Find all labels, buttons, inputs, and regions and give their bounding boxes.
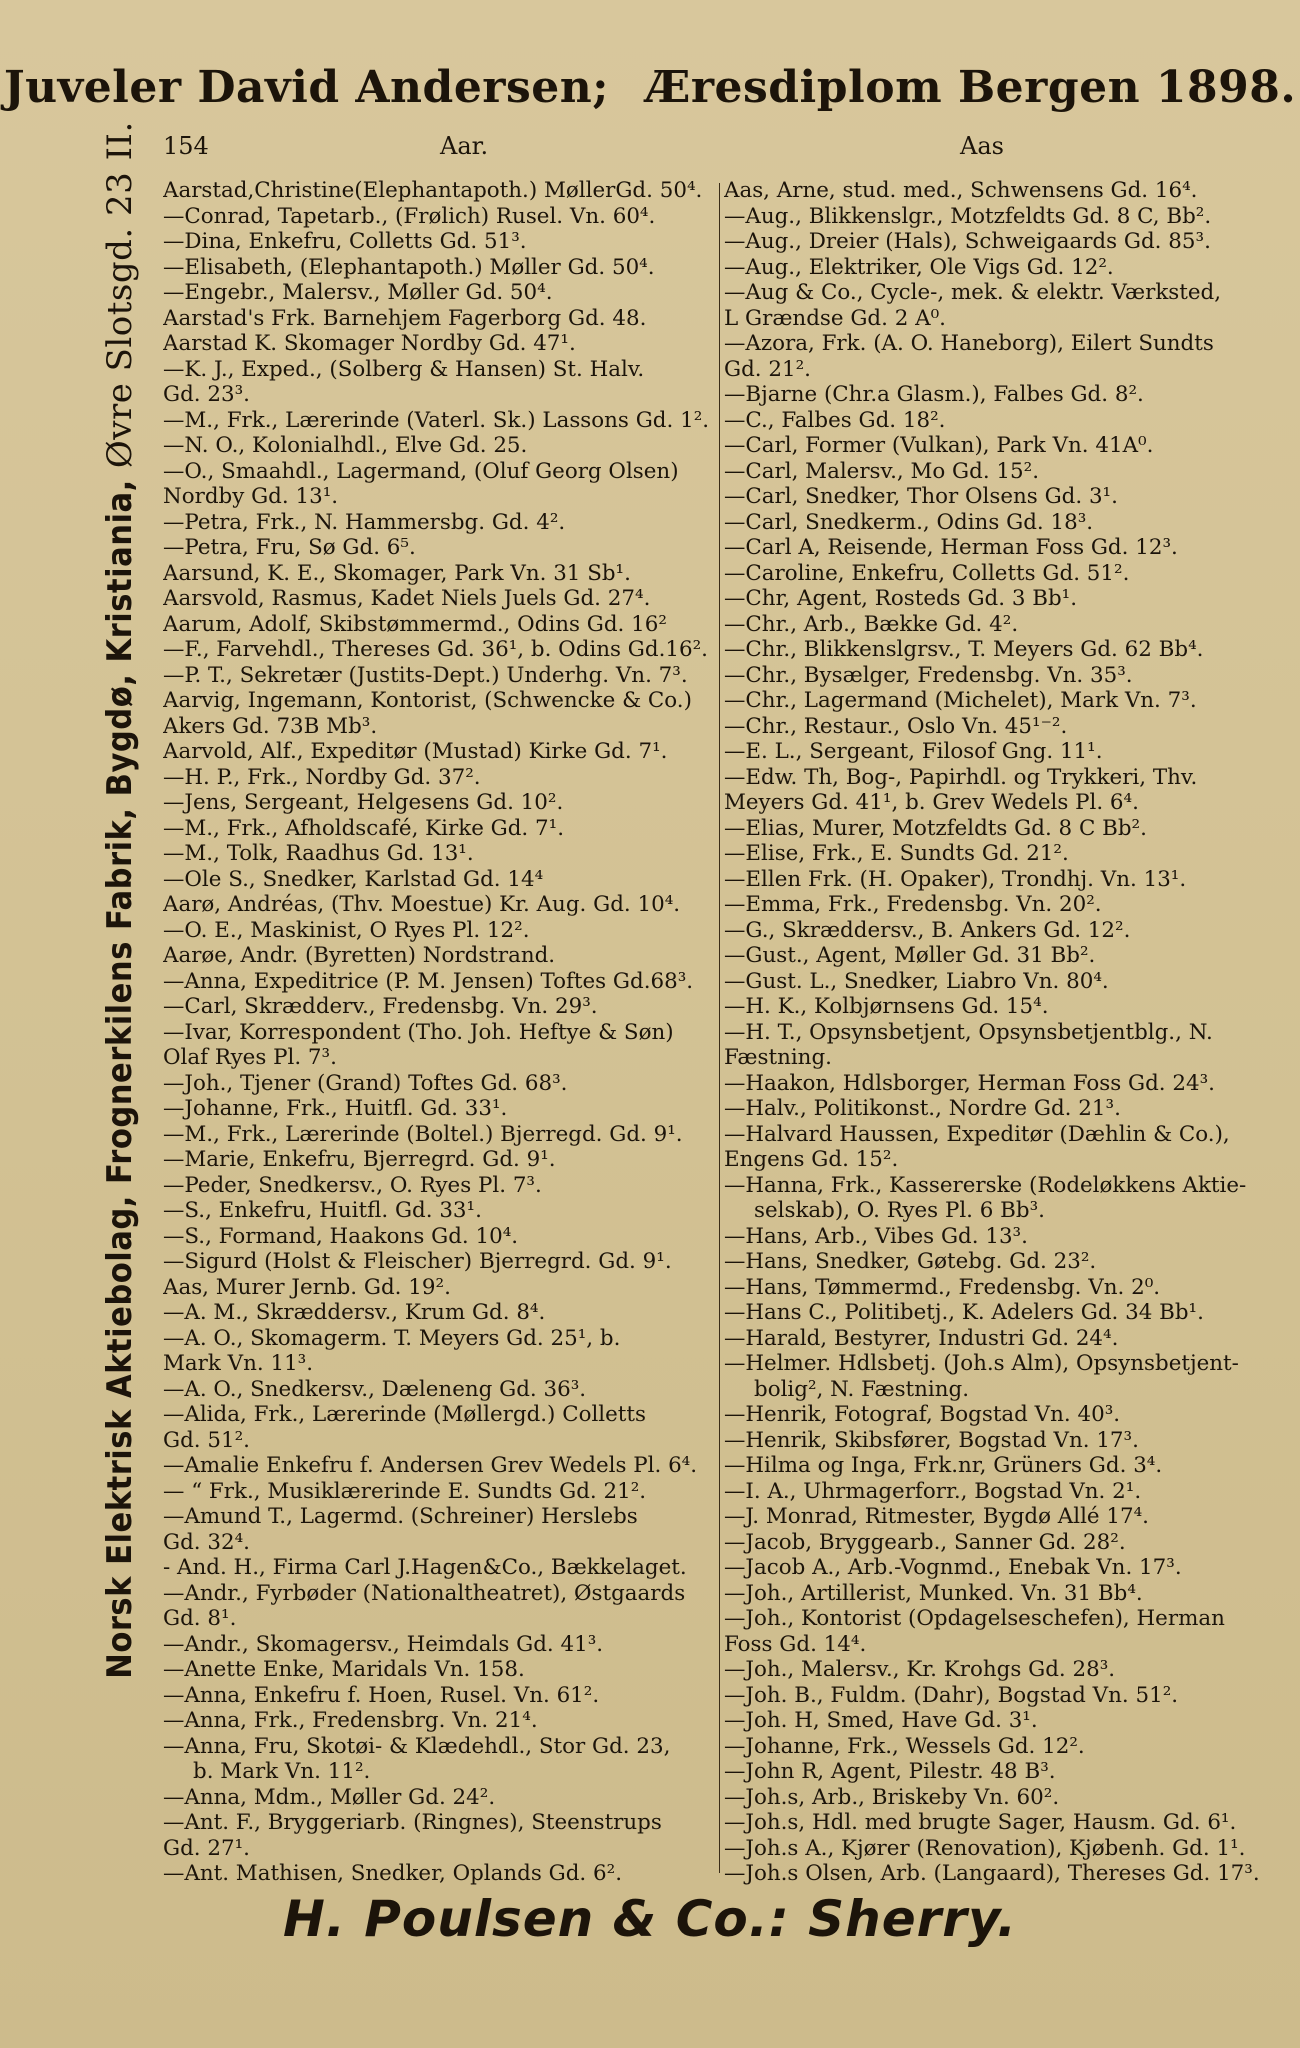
directory-entry: —M., Tolk, Raadhus Gd. 13¹. — [163, 841, 474, 866]
directory-entry: —Helmer. Hdlsbetj. (Joh.s Alm), Opsynsbetjent- — [724, 1351, 1239, 1376]
directory-entry: —O. E., Maskinist, O Ryes Pl. 12². — [163, 917, 530, 943]
directory-entry: —Halvard Haussen, Expeditør (Dæhlin & Co.), — [724, 1121, 1230, 1147]
directory-entry: —Haakon, Hdlsborger, Herman Foss Gd. 24³. — [724, 1070, 1215, 1096]
directory-entry: —Jens, Sergeant, Helgesens Gd. 10². — [163, 790, 564, 815]
directory-entry: Olaf Ryes Pl. 7³. — [163, 1045, 337, 1070]
directory-entry: —Ant. Mathisen, Snedker, Oplands Gd. 6². — [163, 1861, 622, 1886]
page-number: 154 — [163, 132, 209, 160]
directory-entry: Aarsund, K. E., Skomager, Park Vn. 31 Sb¹. — [163, 560, 631, 586]
directory-entry: —A. M., Skræddersv., Krum Gd. 8⁴. — [163, 1300, 546, 1325]
directory-entry: —J. Monrad, Ritmester, Bygdø Allé 17⁴. — [724, 1504, 1149, 1529]
directory-entry: Foss Gd. 14⁴. — [724, 1631, 867, 1657]
directory-entry: —Aug & Co., Cycle-, mek. & elektr. Værksted, — [724, 280, 1222, 305]
directory-entry: Aarvold, Alf., Expeditør (Mustad) Kirke Gd. 7¹. — [163, 739, 668, 764]
directory-entry: Aarstad K. Skomager Nordby Gd. 47¹. — [163, 331, 576, 356]
directory-entry: —Halv., Politikonst., Nordre Gd. 21³. — [724, 1096, 1121, 1121]
directory-entry: —Emma, Frk., Fredensbg. Vn. 20². — [724, 892, 1102, 917]
banner-award: Æresdiplom Bergen 1898. — [644, 62, 1297, 113]
directory-entry: —Hans, Snedker, Gøtebg. Gd. 23². — [724, 1249, 1097, 1274]
directory-entry: —Hanna, Frk., Kassererske (Rodeløkkens Aktie- — [724, 1172, 1247, 1198]
directory-entry: —A. O., Skomagerm. T. Meyers Gd. 25¹, b. — [163, 1325, 621, 1351]
directory-entry: —Jacob, Bryggearb., Sanner Gd. 28². — [724, 1529, 1126, 1555]
directory-entry: —Marie, Enkefru, Bjerregrd. Gd. 9¹. — [163, 1147, 556, 1172]
directory-entry: —Anna, Mdm., Møller Gd. 24². — [163, 1784, 496, 1810]
directory-entry: —Chr., Bysælger, Fredensbg. Vn. 35³. — [724, 662, 1133, 688]
directory-entry: Gd. 32⁴. — [163, 1529, 250, 1555]
side-advertisement — [100, 20, 140, 1780]
directory-entry: —Petra, Fru, Sø Gd. 6⁵. — [163, 535, 416, 560]
directory-entry: Gd. 27¹. — [163, 1835, 250, 1861]
directory-entry: —Aug., Blikkenslgr., Motzfeldts Gd. 8 C, Bb². — [724, 203, 1212, 229]
directory-entry: Akers Gd. 73B Mb³. — [163, 713, 378, 739]
directory-entry: —Sigurd (Holst & Fleischer) Bjerregrd. Gd. 9¹. — [163, 1249, 672, 1274]
directory-entry: —Alida, Frk., Lærerinde (Møllergd.) Colletts — [163, 1402, 646, 1427]
directory-entry: —Anna, Expeditrice (P. M. Jensen) Toftes Gd.68³. — [163, 968, 694, 994]
directory-entry: —S., Formand, Haakons Gd. 10⁴. — [163, 1223, 519, 1249]
directory-entry: —Anna, Fru, Skotøi- & Klædehdl., Stor Gd. 23, — [163, 1733, 671, 1759]
directory-entry: —Joh., Artillerist, Munked. Vn. 31 Bb⁴. — [724, 1580, 1143, 1606]
directory-entry: —Peder, Snedkersv., O. Ryes Pl. 7³. — [163, 1172, 542, 1198]
column-divider — [719, 183, 720, 1873]
directory-entry: Aas, Murer Jernb. Gd. 19². — [163, 1274, 451, 1300]
directory-entry: —Carl, Snedker, Thor Olsens Gd. 3¹. — [724, 484, 1118, 509]
directory-entry: —Chr, Agent, Rosteds Gd. 3 Bb¹. — [724, 586, 1078, 611]
directory-entry: —Joh. B., Fuldm. (Dahr), Bogstad Vn. 51². — [724, 1682, 1179, 1708]
directory-entry: Gd. 8¹. — [163, 1606, 237, 1631]
directory-entry: —Ellen Frk. (H. Opaker), Trondhj. Vn. 13¹. — [724, 866, 1187, 892]
directory-entry: —Andr., Fyrbøder (Nationaltheatret), Østgaards — [163, 1580, 686, 1606]
directory-entry: —Elise, Frk., E. Sundts Gd. 21². — [724, 841, 1069, 866]
directory-entry: —Chr., Lagermand (Michelet), Mark Vn. 7³. — [724, 688, 1197, 713]
directory-entry: —C., Falbes Gd. 18². — [724, 407, 946, 433]
directory-entry: Aarøe, Andr. (Byretten) Nordstrand. — [163, 943, 556, 968]
directory-entry: Aarum, Adolf, Skibstømmermd., Odins Gd. 16² — [163, 611, 667, 637]
directory-entry: —Petra, Frk., N. Hammersbg. Gd. 4². — [163, 509, 566, 535]
directory-entry: Meyers Gd. 41¹, b. Grev Wedels Pl. 6⁴. — [724, 790, 1139, 815]
directory-entry: —Joh.s, Arb., Briskeby Vn. 60². — [724, 1784, 1060, 1810]
directory-entry: - And. H., Firma Carl J.Hagen&Co., Bækkelaget. — [163, 1555, 687, 1580]
directory-entry: —Bjarne (Chr.a Glasm.), Falbes Gd. 8². — [724, 382, 1144, 407]
directory-entry: selskab), O. Ryes Pl. 6 Bb³. — [754, 1198, 1045, 1223]
directory-entry: —Elias, Murer, Motzfeldts Gd. 8 C Bb². — [724, 815, 1147, 841]
directory-entry: —Jacob A., Arb.-Vognmd., Enebak Vn. 17³. — [724, 1555, 1182, 1580]
directory-entry: b. Mark Vn. 11². — [193, 1759, 371, 1784]
directory-entry: Aas, Arne, stud. med., Schwensens Gd. 16⁴. — [724, 178, 1198, 203]
directory-entry: —I. A., Uhrmagerforr., Bogstad Vn. 2¹. — [724, 1478, 1142, 1504]
directory-entry: —Henrik, Fotograf, Bogstad Vn. 40³. — [724, 1402, 1121, 1427]
directory-entry: Aarø, Andréas, (Thv. Moestue) Kr. Aug. Gd. 10⁴. — [163, 892, 681, 917]
running-head-left: Aar. — [440, 132, 489, 160]
directory-entry: —Joh.s A., Kjører (Renovation), Kjøbenh. Gd. 1¹. — [724, 1835, 1246, 1861]
directory-entry: —Carl A, Reisende, Herman Foss Gd. 12³. — [724, 535, 1178, 560]
directory-entry: —Joh., Malersv., Kr. Krohgs Gd. 28³. — [724, 1657, 1116, 1682]
side-ad-company: Norsk Elektrisk Aktiebolag, Frognerkilens Fabrik, Bygdø, Kristiania, — [100, 479, 140, 1679]
directory-entry: —Hilma og Inga, Frk.nr, Grüners Gd. 3⁴. — [724, 1453, 1163, 1478]
directory-entry: —Hans, Arb., Vibes Gd. 13³. — [724, 1223, 1028, 1249]
directory-entry: Aarstad's Frk. Barnehjem Fagerborg Gd. 48. — [163, 305, 647, 331]
directory-entry: —H. T., Opsynsbetjent, Opsynsbetjentblg., N. — [724, 1019, 1213, 1045]
directory-entry: —Joh., Tjener (Grand) Toftes Gd. 68³. — [163, 1070, 568, 1096]
directory-entry: — “ Frk., Musiklærerinde E. Sundts Gd. 21². — [163, 1478, 647, 1504]
directory-entry: —A. O., Snedkersv., Dæleneng Gd. 36³. — [163, 1376, 587, 1402]
directory-entry: —M., Frk., Lærerinde (Vaterl. Sk.) Lassons Gd. 1². — [163, 407, 710, 433]
directory-entry: —G., Skræddersv., B. Ankers Gd. 12². — [724, 917, 1131, 943]
directory-entry: —Ole S., Snedker, Karlstad Gd. 14⁴ — [163, 866, 544, 892]
top-advertisement — [0, 62, 1300, 113]
directory-entry: —John R, Agent, Pilestr. 48 B³. — [724, 1759, 1056, 1784]
directory-entry: Engens Gd. 15². — [724, 1147, 899, 1172]
directory-entry: —Ant. F., Bryggeriarb. (Ringnes), Steenstrups — [163, 1810, 662, 1835]
right-column — [724, 178, 1279, 1887]
directory-entry: —Elisabeth, (Elephantapoth.) Møller Gd. 50⁴. — [163, 254, 655, 280]
directory-entry: Aarsvold, Rasmus, Kadet Niels Juels Gd. 27⁴. — [163, 586, 651, 611]
directory-entry: —Joh. H, Smed, Have Gd. 3¹. — [724, 1708, 1038, 1733]
side-ad-address: Øvre Slotsgd. 23 II. — [100, 121, 140, 469]
directory-entry: —Azora, Frk. (A. O. Haneborg), Eilert Sundts — [724, 331, 1214, 356]
directory-entry: —Hans, Tømmermd., Fredensbg. Vn. 2⁰. — [724, 1274, 1161, 1300]
directory-entry: —Carl, Malersv., Mo Gd. 15². — [724, 458, 1040, 484]
directory-entry: —P. T., Sekretær (Justits-Dept.) Underhg. Vn. 7³. — [163, 662, 688, 688]
directory-entry: —Carl, Skrædderv., Fredensbg. Vn. 29³. — [163, 994, 598, 1019]
directory-entry: —M., Frk., Lærerinde (Boltel.) Bjerregd. Gd. 9¹. — [163, 1121, 683, 1147]
directory-entry: —Henrik, Skibsfører, Bogstad Vn. 17³. — [724, 1427, 1139, 1453]
banner-jeweler: Juveler David Andersen; — [3, 62, 609, 113]
directory-entry: Fæstning. — [724, 1045, 832, 1070]
directory-entry: Aarvig, Ingemann, Kontorist, (Schwencke & Co.) — [163, 688, 692, 713]
directory-entry: —N. O., Kolonialhdl., Elve Gd. 25. — [163, 433, 528, 458]
directory-entry: —Joh.s Olsen, Arb. (Langaard), Thereses Gd. 17³. — [724, 1861, 1260, 1886]
directory-entry: —Johanne, Frk., Huitfl. Gd. 33¹. — [163, 1096, 508, 1121]
directory-entry: —Amund T., Lagermd. (Schreiner) Herslebs — [163, 1504, 638, 1529]
directory-entry: —Edw. Th, Bog-, Papirhdl. og Trykkeri, Thv. — [724, 764, 1198, 790]
directory-entry: Gd. 23³. — [163, 382, 250, 407]
directory-entry: —Joh., Kontorist (Opdagelseschefen), Herman — [724, 1606, 1225, 1631]
directory-entry: —M., Frk., Afholdscafé, Kirke Gd. 7¹. — [163, 815, 565, 841]
directory-entry: —Amalie Enkefru f. Andersen Grev Wedels Pl. 6⁴. — [163, 1453, 698, 1478]
directory-entry: —Anna, Frk., Fredensbrg. Vn. 21⁴. — [163, 1708, 538, 1733]
directory-entry: —Ivar, Korrespondent (Tho. Joh. Heftye & Søn) — [163, 1019, 674, 1045]
directory-entry: —Harald, Bestyrer, Industri Gd. 24⁴. — [724, 1325, 1119, 1351]
directory-entry: Mark Vn. 11³. — [163, 1351, 314, 1376]
directory-entry: —Chr., Restaur., Oslo Vn. 45¹⁻². — [724, 713, 1068, 739]
directory-entry: —Chr., Arb., Bække Gd. 4². — [724, 611, 1019, 637]
directory-entry: —Chr., Blikkenslgrsv., T. Meyers Gd. 62 Bb⁴. — [724, 637, 1204, 662]
directory-entry: —Conrad, Tapetarb., (Frølich) Rusel. Vn. 60⁴. — [163, 203, 656, 229]
directory-entry: —Joh.s, Hdl. med brugte Sager, Hausm. Gd. 6¹. — [724, 1810, 1237, 1835]
directory-entry: —H. P., Frk., Nordby Gd. 37². — [163, 764, 481, 790]
directory-entry: —Gust., Agent, Møller Gd. 31 Bb². — [724, 943, 1096, 968]
directory-entry: —Dina, Enkefru, Colletts Gd. 51³. — [163, 229, 527, 254]
directory-entry: Gd. 51². — [163, 1427, 250, 1453]
left-column — [163, 178, 718, 1887]
directory-entry: L Grændse Gd. 2 A⁰. — [724, 305, 946, 331]
directory-entry: —Carl, Snedkerm., Odins Gd. 18³. — [724, 509, 1094, 535]
directory-entry: Aarstad,Christine(Elephantapoth.) MøllerGd. 50⁴. — [163, 178, 703, 203]
directory-entry: —H. K., Kolbjørnsens Gd. 15⁴. — [724, 994, 1049, 1019]
directory-entry: —Gust. L., Snedker, Liabro Vn. 80⁴. — [724, 968, 1109, 994]
directory-entry: —Caroline, Enkefru, Colletts Gd. 51². — [724, 560, 1130, 586]
running-head-right: Aas — [960, 132, 1004, 160]
directory-entry: —Carl, Former (Vulkan), Park Vn. 41A⁰. — [724, 433, 1154, 458]
directory-entry: —K. J., Exped., (Solberg & Hansen) St. Halv. — [163, 356, 645, 382]
directory-entry: —Johanne, Frk., Wessels Gd. 12². — [724, 1733, 1085, 1759]
directory-entry: —Anna, Enkefru f. Hoen, Rusel. Vn. 61². — [163, 1682, 600, 1708]
directory-entry: bolig², N. Fæstning. — [754, 1376, 970, 1402]
directory-entry: —E. L., Sergeant, Filosof Gng. 11¹. — [724, 739, 1103, 764]
directory-entry: —Engebr., Malersv., Møller Gd. 50⁴. — [163, 280, 553, 305]
directory-entry: —Hans C., Politibetj., K. Adelers Gd. 34 Bb¹. — [724, 1300, 1204, 1325]
directory-entry: —S., Enkefru, Huitfl. Gd. 33¹. — [163, 1198, 482, 1223]
bottom-advertisement: H. Poulsen & Co.: Sherry. — [283, 1890, 1017, 1948]
directory-entry: Gd. 21². — [724, 356, 811, 382]
directory-entry: —O., Smaahdl., Lagermand, (Oluf Georg Olsen) — [163, 458, 679, 484]
directory-entry: —Andr., Skomagersv., Heimdals Gd. 41³. — [163, 1631, 604, 1657]
directory-entry: —Anette Enke, Maridals Vn. 158. — [163, 1657, 525, 1682]
directory-entry: —F., Farvehdl., Thereses Gd. 36¹, b. Odins Gd.16². — [163, 637, 708, 662]
directory-entry: —Aug., Elektriker, Ole Vigs Gd. 12². — [724, 254, 1114, 280]
directory-entry: Nordby Gd. 13¹. — [163, 484, 339, 509]
directory-entry: —Aug., Dreier (Hals), Schweigaards Gd. 85³. — [724, 229, 1211, 254]
